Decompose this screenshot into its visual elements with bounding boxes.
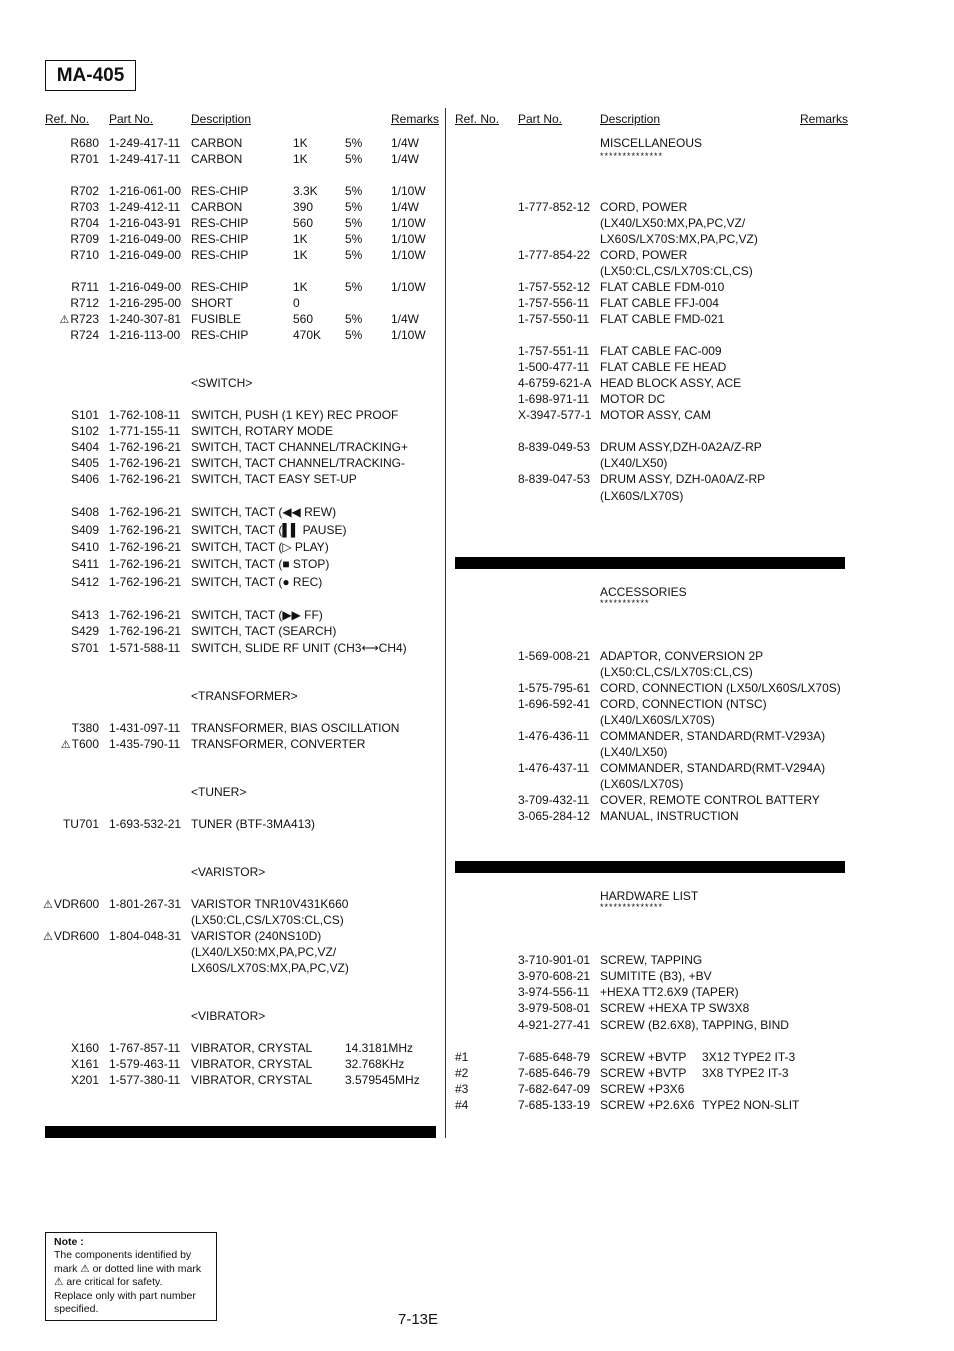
ref-number <box>43 504 99 520</box>
description: HEAD BLOCK ASSY, ACE <box>600 376 742 390</box>
header-desc-right: Description <box>600 112 661 126</box>
description: RES-CHIP <box>191 216 249 230</box>
description: LX60S/LX70S:MX,PA,PC,VZ) <box>600 232 758 246</box>
frequency: 14.3181MHz <box>345 1041 414 1055</box>
description: SWITCH, TACT EASY SET-UP <box>191 472 357 486</box>
ref-text: R680 <box>70 136 99 150</box>
tolerance: 5% <box>345 136 363 150</box>
ref-number <box>43 640 99 656</box>
description: SCREW, TAPPING <box>600 953 703 967</box>
ref-text: S101 <box>70 408 99 422</box>
description: ACCESSORIES <box>600 585 687 599</box>
ref-text: R724 <box>70 328 99 342</box>
value: 390 <box>293 200 314 214</box>
part-number: 1-216-049-00 <box>109 248 182 262</box>
tolerance: 5% <box>345 152 363 166</box>
ref-number <box>43 471 99 487</box>
warning-icon: ⚠ <box>59 314 70 326</box>
part-number: 1-762-196-21 <box>109 456 182 470</box>
remarks: 1/10W <box>391 232 426 246</box>
warning-icon: ⚠ <box>43 931 53 943</box>
header-part-left: Part No. <box>109 112 154 126</box>
description: ADAPTOR, CONVERSION 2P <box>600 649 764 663</box>
ref-number <box>43 574 99 590</box>
description: TRANSFORMER, BIAS OSCILLATION <box>191 721 400 735</box>
header-remarks-left: Remarks <box>391 112 440 126</box>
part-number: 1-762-196-21 <box>109 505 182 519</box>
note-title: Note : <box>54 1236 84 1248</box>
ref-text: VDR600 <box>53 897 100 911</box>
part-number: 1-762-196-21 <box>109 472 182 486</box>
ref-text: R712 <box>70 296 99 310</box>
part-number: 1-249-417-11 <box>109 136 181 150</box>
tolerance: 5% <box>345 216 363 230</box>
description: CARBON <box>191 200 243 214</box>
description: CORD, CONNECTION (LX50/LX60S/LX70S) <box>600 681 841 695</box>
description: RES-CHIP <box>191 248 249 262</box>
ref-text: S405 <box>70 456 99 470</box>
ref-number <box>43 816 99 832</box>
ref-text: #1 <box>455 1050 469 1064</box>
header-ref-right: Ref. No. <box>455 112 500 126</box>
description: (LX60S/LX70S) <box>600 489 684 503</box>
tolerance: 5% <box>345 200 363 214</box>
description: SWITCH, TACT (SEARCH) <box>191 624 337 638</box>
part-number: 1-476-437-11 <box>518 761 590 775</box>
description: MISCELLANEOUS <box>600 136 703 150</box>
description: MOTOR ASSY, CAM <box>600 408 711 422</box>
note-line: The components identified by <box>54 1249 192 1262</box>
description: SWITCH, TACT (▌▌ PAUSE) <box>191 523 347 537</box>
description: LX60S/LX70S:MX,PA,PC,VZ) <box>191 961 349 975</box>
note-line: Replace only with part number <box>54 1289 196 1302</box>
ref-number <box>43 1056 99 1072</box>
ref-number <box>43 135 99 151</box>
description: VIBRATOR, CRYSTAL <box>191 1057 313 1071</box>
description: FLAT CABLE FDM-010 <box>600 280 725 294</box>
header-ref-left: Ref. No. <box>45 112 90 126</box>
value: 1K <box>293 136 308 150</box>
description: FLAT CABLE FAC-009 <box>600 344 722 358</box>
remarks: 1/4W <box>391 152 420 166</box>
part-number: 1-216-295-00 <box>109 296 182 310</box>
part-number: 1-804-048-31 <box>109 929 182 943</box>
description: (LX50:CL,CS/LX70S:CL,CS) <box>600 264 753 278</box>
part-number: 1-216-113-00 <box>109 328 181 342</box>
ref-text: R710 <box>70 248 99 262</box>
tolerance: 5% <box>345 232 363 246</box>
description: VIBRATOR, CRYSTAL <box>191 1073 313 1087</box>
ref-text: R709 <box>70 232 99 246</box>
ref-number <box>43 151 99 167</box>
ref-number <box>43 896 99 913</box>
ref-text: R702 <box>70 184 99 198</box>
note-line: ⚠ are critical for safety. <box>54 1276 163 1289</box>
ref-number <box>43 183 99 199</box>
value: 470K <box>293 328 322 342</box>
value: 1K <box>293 152 308 166</box>
ref-text: S409 <box>70 523 99 537</box>
ref-number <box>43 215 99 231</box>
warning-icon: ⚠ <box>60 739 71 751</box>
description: *********** <box>600 598 650 608</box>
tolerance: 5% <box>345 312 363 326</box>
part-number: 7-682-647-09 <box>518 1082 591 1096</box>
header-remarks-right: Remarks <box>800 112 849 126</box>
description: SCREW (B2.6X8), TAPPING, BIND <box>600 1018 789 1032</box>
ref-number <box>43 311 99 328</box>
description: SWITCH, TACT (▷ PLAY) <box>191 540 329 554</box>
value: 3.3K <box>293 184 318 198</box>
part-number: 1-762-196-21 <box>109 540 182 554</box>
ref-number <box>43 423 99 439</box>
description: SWITCH, TACT CHANNEL/TRACKING- <box>191 456 406 470</box>
description: CORD, CONNECTION (NTSC) <box>600 697 767 711</box>
ref-number <box>43 247 99 263</box>
part-number: 1-757-556-11 <box>518 296 590 310</box>
part-number: 1-801-267-31 <box>109 897 182 911</box>
ref-text: S102 <box>70 424 99 438</box>
part-number: 1-240-307-81 <box>109 312 182 326</box>
description: FLAT CABLE FMD-021 <box>600 312 725 326</box>
remarks: 1/10W <box>391 184 426 198</box>
ref-text: S406 <box>70 472 99 486</box>
part-number: 1-762-196-21 <box>109 624 182 638</box>
description: SWITCH, TACT (● REC) <box>191 575 323 589</box>
ref-text: R711 <box>71 280 99 294</box>
part-number: 1-431-097-11 <box>109 721 181 735</box>
part-number: 8-839-047-53 <box>518 472 591 486</box>
description: SWITCH, SLIDE RF UNIT (CH3⟷CH4) <box>191 641 407 655</box>
ref-number <box>43 231 99 247</box>
part-number: 4-921-277-41 <box>518 1018 591 1032</box>
ref-number <box>455 1065 485 1081</box>
remarks: 1/10W <box>391 216 426 230</box>
description: DRUM ASSY, DZH-0A0A/Z-RP <box>600 472 766 486</box>
ref-number <box>43 1040 99 1056</box>
part-number: 1-249-417-11 <box>109 152 181 166</box>
section-bar <box>45 1126 436 1138</box>
frequency: 32.768KHz <box>345 1057 405 1071</box>
ref-number <box>43 199 99 215</box>
remarks: 1/10W <box>391 280 426 294</box>
description: SWITCH, TACT (▶▶ FF) <box>191 608 323 622</box>
description: COMMANDER, STANDARD(RMT-V293A) <box>600 729 826 743</box>
ref-number <box>43 455 99 471</box>
ref-text: X201 <box>70 1073 99 1087</box>
description: SWITCH, ROTARY MODE <box>191 424 334 438</box>
part-number: 1-569-008-21 <box>518 649 591 663</box>
part-number: 1-762-196-21 <box>109 440 182 454</box>
ref-text: S411 <box>71 557 99 571</box>
part-number: 1-696-592-41 <box>518 697 591 711</box>
ref-number <box>43 736 99 753</box>
description: FLAT CABLE FFJ-004 <box>600 296 719 310</box>
part-number: 1-575-795-61 <box>518 681 591 695</box>
part-number: 3-979-508-01 <box>518 1001 591 1015</box>
description: SCREW +BVTP <box>600 1066 687 1080</box>
description: (LX40/LX50) <box>600 456 668 470</box>
description: ************** <box>600 151 664 161</box>
header-part-right: Part No. <box>518 112 563 126</box>
note-line: mark ⚠ or dotted line with mark <box>54 1262 202 1275</box>
ref-number <box>455 1081 485 1097</box>
ref-text: T380 <box>71 721 99 735</box>
description: MANUAL, INSTRUCTION <box>600 809 739 823</box>
description: CORD, POWER <box>600 200 688 214</box>
description: RES-CHIP <box>191 280 249 294</box>
ref-number <box>43 407 99 423</box>
description: ************** <box>600 902 664 912</box>
description: <SWITCH> <box>191 376 253 390</box>
ref-text: S701 <box>70 641 99 655</box>
frequency: 3.579545MHz <box>345 1073 420 1087</box>
ref-text: S413 <box>70 608 99 622</box>
ref-text: #2 <box>455 1066 469 1080</box>
remarks: 1/4W <box>391 200 420 214</box>
part-number: 1-577-380-11 <box>109 1073 181 1087</box>
description: SWITCH, TACT (■ STOP) <box>191 557 330 571</box>
description: (LX40/LX60S/LX70S) <box>600 713 715 727</box>
part-number: 1-698-971-11 <box>518 392 590 406</box>
part-number: 1-216-043-91 <box>109 216 182 230</box>
description: (LX40/LX50:MX,PA,PC,VZ/ <box>191 945 337 959</box>
description: +HEXA TT2.6X9 (TAPER) <box>600 985 739 999</box>
ref-text: S412 <box>70 575 99 589</box>
description: (LX40/LX50:MX,PA,PC,VZ/ <box>600 216 746 230</box>
ref-number <box>43 522 99 538</box>
ref-text: S410 <box>70 540 99 554</box>
description: CORD, POWER <box>600 248 688 262</box>
description: SCREW +HEXA TP SW3X8 <box>600 1001 750 1015</box>
ref-text: TU701 <box>62 817 99 831</box>
part-number: 1-757-551-11 <box>518 344 590 358</box>
ref-number <box>43 327 99 343</box>
description: (LX50:CL,CS/LX70S:CL,CS) <box>600 665 753 679</box>
part-number: 1-571-588-11 <box>109 641 181 655</box>
description: FUSIBLE <box>191 312 242 326</box>
part-number: 1-767-857-11 <box>109 1041 181 1055</box>
part-number: 1-216-061-00 <box>109 184 182 198</box>
part-number: 1-476-436-11 <box>518 729 590 743</box>
description: CARBON <box>191 152 243 166</box>
part-number: 1-762-196-21 <box>109 523 182 537</box>
description: FLAT CABLE FE HEAD <box>600 360 727 374</box>
description: SWITCH, TACT CHANNEL/TRACKING+ <box>191 440 409 454</box>
description: VIBRATOR, CRYSTAL <box>191 1041 313 1055</box>
part-number: 1-762-196-21 <box>109 557 182 571</box>
description: RES-CHIP <box>191 328 249 342</box>
ref-number <box>43 720 99 736</box>
ref-number <box>43 279 99 295</box>
description: COVER, REMOTE CONTROL BATTERY <box>600 793 820 807</box>
value: 560 <box>293 312 314 326</box>
part-number: 1-216-049-00 <box>109 280 182 294</box>
part-number: 1-216-049-00 <box>109 232 182 246</box>
part-number: 1-757-552-12 <box>518 280 591 294</box>
remarks: 1/4W <box>391 136 420 150</box>
part-number: 1-762-108-11 <box>109 408 181 422</box>
tolerance: 5% <box>345 328 363 342</box>
value: 0 <box>293 296 300 310</box>
description: (LX60S/LX70S) <box>600 777 684 791</box>
part-number: 1-771-155-11 <box>109 424 181 438</box>
part-number: 1-249-412-11 <box>109 200 181 214</box>
remarks: 1/4W <box>391 312 420 326</box>
description: SCREW +BVTP <box>600 1050 687 1064</box>
ref-number <box>455 1097 485 1113</box>
part-number: 1-500-477-11 <box>518 360 590 374</box>
part-number: 7-685-646-79 <box>518 1066 591 1080</box>
remarks: 1/10W <box>391 328 426 342</box>
description: <TUNER> <box>191 785 247 799</box>
description: (LX40/LX50) <box>600 745 668 759</box>
description: VARISTOR (240NS10D) <box>191 929 322 943</box>
ref-text: #4 <box>455 1098 469 1112</box>
part-number: 1-693-532-21 <box>109 817 182 831</box>
description: SUMITITE (B3), +BV <box>600 969 712 983</box>
description: SCREW +P2.6X6 <box>600 1098 695 1112</box>
part-number: 1-757-550-11 <box>518 312 590 326</box>
ref-text: S404 <box>70 440 99 454</box>
part-number: 7-685-133-19 <box>518 1098 591 1112</box>
part-number: 4-6759-621-A <box>518 376 592 390</box>
description: <TRANSFORMER> <box>191 689 298 703</box>
ref-text: R723 <box>70 312 99 326</box>
part-number: 3-065-284-12 <box>518 809 591 823</box>
page-title: MA-405 <box>45 60 136 91</box>
ref-number <box>43 1072 99 1088</box>
part-number: 7-685-648-79 <box>518 1050 591 1064</box>
ref-text: X160 <box>70 1041 99 1055</box>
note-line: specified. <box>54 1303 99 1316</box>
part-number: 1-777-852-12 <box>518 200 591 214</box>
part-number: X-3947-577-1 <box>518 408 592 422</box>
part-number: 3-709-432-11 <box>518 793 590 807</box>
ref-number <box>43 539 99 555</box>
description: HARDWARE LIST <box>600 889 699 903</box>
ref-text: R701 <box>70 152 99 166</box>
ref-text: S408 <box>70 505 99 519</box>
value: 1K <box>293 248 308 262</box>
ref-text: R704 <box>70 216 99 230</box>
description: RES-CHIP <box>191 232 249 246</box>
ref-text: R703 <box>70 200 99 214</box>
part-number: 1-762-196-21 <box>109 608 182 622</box>
part-number: 3-710-901-01 <box>518 953 591 967</box>
part-number: 1-435-790-11 <box>109 737 181 751</box>
warning-icon: ⚠ <box>43 899 53 911</box>
ref-number <box>43 556 99 572</box>
tolerance: 5% <box>345 248 363 262</box>
description: (LX50:CL,CS/LX70S:CL,CS) <box>191 913 344 927</box>
description: CARBON <box>191 136 243 150</box>
safety-note <box>45 1232 217 1321</box>
tolerance: 5% <box>345 184 363 198</box>
part-number: 3-970-608-21 <box>518 969 591 983</box>
ref-text: X161 <box>70 1057 99 1071</box>
description: MOTOR DC <box>600 392 666 406</box>
column-divider <box>445 108 446 1138</box>
ref-number <box>43 928 99 945</box>
ref-text: #3 <box>455 1082 469 1096</box>
description: RES-CHIP <box>191 184 249 198</box>
part-number: 3-974-556-11 <box>518 985 590 999</box>
specification: 3X12 TYPE2 IT-3 <box>702 1050 796 1064</box>
specification: 3X8 TYPE2 IT-3 <box>702 1066 789 1080</box>
description: SHORT <box>191 296 233 310</box>
part-number: 1-579-463-11 <box>109 1057 181 1071</box>
tolerance: 5% <box>345 280 363 294</box>
value: 1K <box>293 232 308 246</box>
section-bar <box>455 557 845 569</box>
description: TUNER (BTF-3MA413) <box>191 817 316 831</box>
description: COMMANDER, STANDARD(RMT-V294A) <box>600 761 826 775</box>
ref-number <box>43 623 99 639</box>
ref-text: VDR600 <box>53 929 100 943</box>
remarks: 1/10W <box>391 248 426 262</box>
page-number: 7-13E <box>398 1311 439 1328</box>
part-number: 8-839-049-53 <box>518 440 591 454</box>
value: 1K <box>293 280 308 294</box>
description: SWITCH, TACT (◀◀ REW) <box>191 505 337 519</box>
part-number: 1-762-196-21 <box>109 575 182 589</box>
description: SCREW +P3X6 <box>600 1082 685 1096</box>
description: SWITCH, PUSH (1 KEY) REC PROOF <box>191 408 399 422</box>
header-desc-left: Description <box>191 112 252 126</box>
ref-number <box>43 295 99 311</box>
part-number: 1-777-854-22 <box>518 248 591 262</box>
section-bar <box>455 861 845 873</box>
ref-number <box>455 1049 485 1065</box>
ref-text: T600 <box>71 737 99 751</box>
ref-number <box>43 439 99 455</box>
description: VARISTOR TNR10V431K660 <box>191 897 349 911</box>
description: DRUM ASSY,DZH-0A2A/Z-RP <box>600 440 762 454</box>
description: <VARISTOR> <box>191 865 266 879</box>
value: 560 <box>293 216 314 230</box>
specification: TYPE2 NON-SLIT <box>702 1098 800 1112</box>
ref-text: S429 <box>70 624 99 638</box>
ref-number <box>43 607 99 623</box>
description: <VIBRATOR> <box>191 1009 266 1023</box>
description: TRANSFORMER, CONVERTER <box>191 737 366 751</box>
